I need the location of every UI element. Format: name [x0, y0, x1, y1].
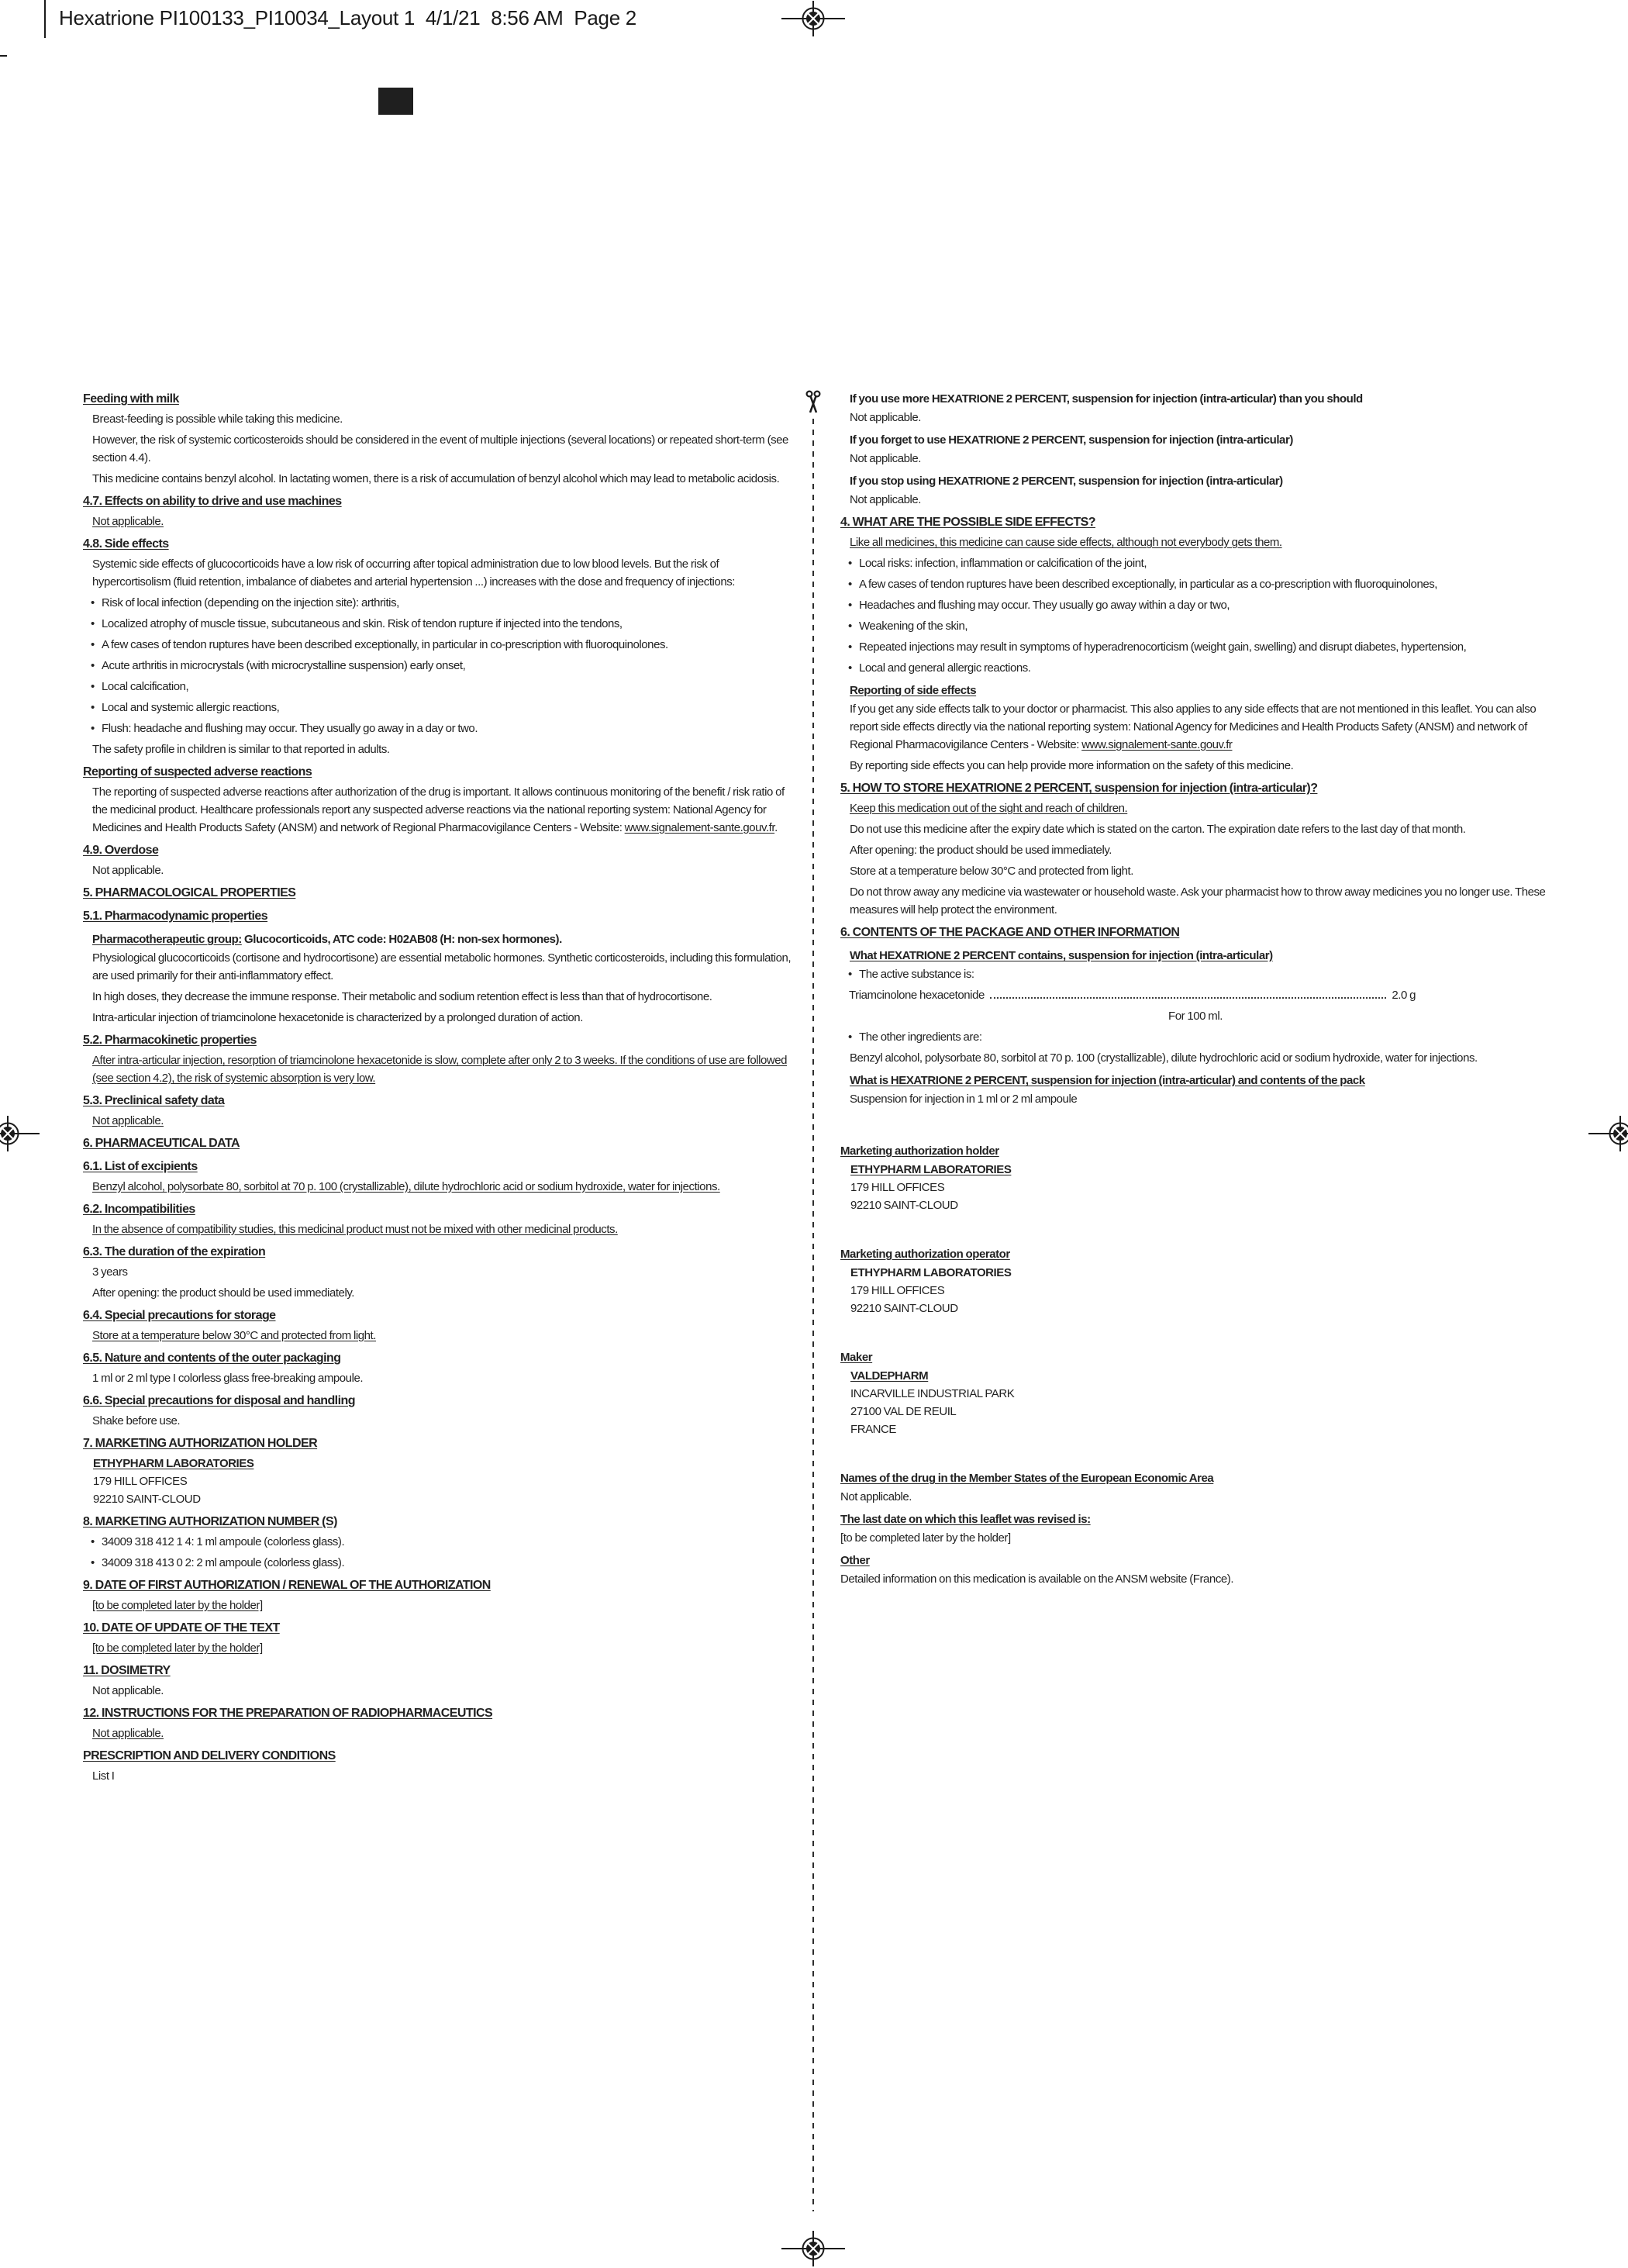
bullet-item: [840, 617, 1550, 635]
address-line: [83, 1490, 793, 1508]
spacer: [840, 1214, 1550, 1241]
text-run: A few cases of tendon ruptures have been described exceptionally, in particular in co-prescription with fluoroquinolones.: [102, 638, 668, 651]
paragraph: [840, 757, 1550, 775]
text-run: Intra-articular injection of triamcinolone hexacetonide is characterized by a prolonged duration of action.: [92, 1011, 583, 1024]
text-run: Do not use this medicine after the expiry date which is stated on the carton. The expiration date refers to the last day of that month.: [850, 823, 1466, 836]
text-run: 179 HILL OFFICES: [850, 1284, 945, 1297]
text-run: For 100 ml.: [1168, 1010, 1223, 1023]
paragraph: [83, 949, 793, 985]
sub-heading: [840, 1510, 1550, 1528]
text-run: 11. DOSIMETRY: [83, 1664, 171, 1677]
text-run: The other ingredients are:: [859, 1030, 982, 1044]
leaflet-column-right: [840, 390, 1550, 1591]
text-run: 4.7. Effects on ability to drive and use machines: [83, 495, 342, 508]
text-run: 5. PHARMACOLOGICAL PROPERTIES: [83, 886, 296, 899]
paragraph: [840, 1049, 1550, 1067]
text-run: 4. WHAT ARE THE POSSIBLE SIDE EFFECTS?: [840, 516, 1096, 529]
sub-heading: [840, 1348, 1550, 1366]
address-line: [840, 1300, 1550, 1317]
section-heading: [83, 1662, 793, 1680]
registration-mark-left: [0, 1096, 45, 1171]
text-run: 12. INSTRUCTIONS FOR THE PREPARATION OF RADIOPHARMACEUTICS: [83, 1707, 493, 1720]
text-run: A few cases of tendon ruptures have been described exceptionally, in particular as a co-prescription with fluoroquinolones,: [859, 578, 1438, 591]
text-run: [to be completed later by the holder]: [92, 1599, 263, 1612]
sub-heading: [840, 1469, 1550, 1487]
section-heading: [83, 1158, 793, 1176]
cut-line: [812, 419, 814, 2211]
paragraph: [840, 883, 1550, 919]
sub-heading: [840, 1245, 1550, 1263]
dosage-basis-line: [840, 1007, 1550, 1025]
section-heading: [840, 923, 1550, 942]
text-run: [to be completed later by the holder]: [840, 1531, 1011, 1545]
text-run: Acute arthritis in microcrystals (with microcrystalline suspension) early onset,: [102, 659, 466, 672]
address-line: [840, 1282, 1550, 1300]
paragraph: [83, 1178, 793, 1196]
text-run: Not applicable.: [850, 493, 921, 506]
text-run: Local and general allergic reactions.: [859, 661, 1031, 675]
paragraph: [840, 862, 1550, 880]
paragraph: [840, 409, 1550, 426]
text-run: The reporting of suspected adverse reactions after authorization of the drug is important. It allows continuous monitoring of the benefit / risk ratio of the medicinal product. Healthcare professionals report any suspected adverse reactions via the national reporting system: National Agency for Medicines and Health Products Safety (ANSM) and network of Regional Pharmacovigilance Centers - Website:: [92, 785, 785, 834]
text-run: ETHYPHARM LABORATORIES: [850, 1266, 1012, 1279]
bullet-item: [83, 615, 793, 633]
paragraph: [83, 1639, 793, 1657]
section-heading: [83, 1349, 793, 1368]
text-run: 6.6. Special precautions for disposal and handling: [83, 1394, 355, 1407]
text-run: Marketing authorization holder: [840, 1144, 999, 1158]
paragraph: [840, 799, 1550, 817]
text-run: Repeated injections may result in symptoms of hyperadrenocorticism (weight gain, swelling) and disrupt diabetes, hypertension,: [859, 640, 1467, 654]
paragraph: [83, 1767, 793, 1785]
section-heading: [83, 841, 793, 860]
address-line: [83, 1455, 793, 1472]
text-run: 27100 VAL DE REUIL: [850, 1405, 957, 1418]
text-run: If you forget to use HEXATRIONE 2 PERCENT, suspension for injection (intra-articular): [850, 433, 1293, 447]
text-run: Headaches and flushing may occur. They usually go away within a day or two,: [859, 599, 1230, 612]
section-heading: [83, 1392, 793, 1410]
paragraph: [840, 841, 1550, 859]
sub-heading: [83, 930, 793, 948]
scissors-icon: [803, 389, 823, 416]
bullet-item: [83, 720, 793, 737]
paragraph: [840, 1090, 1550, 1108]
sub-heading: [840, 682, 1550, 699]
section-heading: [83, 1307, 793, 1325]
address-line: [840, 1385, 1550, 1403]
paragraph: [83, 1682, 793, 1700]
paragraph: [83, 1284, 793, 1302]
bullet-item: [840, 596, 1550, 614]
address-line: [840, 1367, 1550, 1385]
paragraph: [83, 555, 793, 591]
text-run: Localized atrophy of muscle tissue, subcutaneous and skin. Risk of tendon rupture if injected into the tendons,: [102, 617, 623, 630]
text-run: ETHYPHARM LABORATORIES: [93, 1457, 254, 1470]
text-run: Not applicable.: [92, 1114, 164, 1127]
text-run: Local and systemic allergic reactions,: [102, 701, 280, 714]
text-run: After opening: the product should be used immediately.: [850, 844, 1112, 857]
text-run: The active substance is:: [859, 968, 974, 981]
bullet-item: [840, 554, 1550, 572]
text-run: Not applicable.: [840, 1490, 912, 1503]
text-run: If you get any side effects talk to your doctor or pharmacist. This also applies to any side effects that are not mentioned in this leaflet. You can also report side effects directly via the national reporting system: National Agency for Medicines and Health Products Safety (ANSM) and network of Regional Pharmacovigilance Centers - Website:: [850, 702, 1537, 751]
text-run: Physiological glucocorticoids (cortisone and hydrocortisone) are essential metabolic hormones. Synthetic corticosteroids, including this formulation, are used primarily for their anti-inflammatory effect.: [92, 951, 792, 982]
paragraph: [840, 533, 1550, 551]
registration-mark-right: [1583, 1096, 1628, 1171]
section-heading: [840, 779, 1550, 798]
section-heading: [83, 390, 793, 409]
paragraph: [83, 470, 793, 488]
paragraph: [840, 1529, 1550, 1547]
text-run: 4.8. Side effects: [83, 537, 169, 551]
address-line: [840, 1196, 1550, 1214]
paragraph: [840, 700, 1550, 754]
text-run: The last date on which this leaflet was revised is:: [840, 1513, 1091, 1526]
text-run: List I: [92, 1769, 115, 1783]
section-heading: [840, 513, 1550, 532]
paragraph: [83, 783, 793, 837]
text-run: 6.3. The duration of the expiration: [83, 1245, 266, 1258]
url-text: www.signalement-sante.gouv.fr: [624, 821, 775, 834]
text-run: [to be completed later by the holder]: [92, 1641, 263, 1655]
text-run: 34009 318 412 1 4: 1 ml ampoule (colorless glass).: [102, 1535, 345, 1548]
dosage-row: [840, 986, 1416, 1004]
text-run: 92210 SAINT-CLOUD: [850, 1302, 958, 1315]
dosage-value: 2.0 g: [1392, 989, 1416, 1002]
paragraph: [83, 431, 793, 467]
text-run: 6.1. List of excipients: [83, 1160, 198, 1173]
text-run: .: [774, 821, 778, 834]
sub-heading: [840, 947, 1550, 965]
section-heading: [83, 1619, 793, 1638]
text-run: Glucocorticoids, ATC code: H02AB08 (H: non-sex hormones).: [241, 933, 562, 946]
text-run: INCARVILLE INDUSTRIAL PARK: [850, 1387, 1015, 1400]
text-run: PRESCRIPTION AND DELIVERY CONDITIONS: [83, 1749, 336, 1762]
text-run: Detailed information on this medication is available on the ANSM website (France).: [840, 1572, 1234, 1586]
paragraph: [83, 1412, 793, 1430]
text-run: 6.2. Incompatibilities: [83, 1203, 195, 1216]
text-run: Breast-feeding is possible while taking this medicine.: [92, 413, 343, 426]
text-run: Reporting of suspected adverse reactions: [83, 765, 312, 778]
paragraph: [83, 988, 793, 1006]
paragraph: [83, 1597, 793, 1614]
text-run: Suspension for injection in 1 ml or 2 ml ampoule: [850, 1093, 1078, 1106]
spacer: [840, 1438, 1550, 1465]
sub-heading: [840, 472, 1550, 490]
paragraph: [83, 1369, 793, 1387]
bullet-item: [83, 657, 793, 675]
text-run: Store at a temperature below 30°C and protected from light.: [850, 865, 1133, 878]
section-heading: [83, 1434, 793, 1453]
bullet-item: [83, 1554, 793, 1572]
crop-mark-left-tick: [0, 55, 7, 57]
substance-name: Triamcinolone hexacetonide: [849, 989, 985, 1002]
section-heading: [83, 907, 793, 926]
sub-heading: [840, 1072, 1550, 1089]
text-run: Local calcification,: [102, 680, 189, 693]
section-heading: [83, 1747, 793, 1766]
bullet-item: [83, 594, 793, 612]
text-run: 9. DATE OF FIRST AUTHORIZATION / RENEWAL OF THE AUTHORIZATION: [83, 1579, 491, 1592]
text-run: What is HEXATRIONE 2 PERCENT, suspension for injection (intra-articular) and contents of the pack: [850, 1074, 1365, 1087]
section-heading: [83, 1200, 793, 1219]
text-run: Systemic side effects of glucocorticoids have a low risk of occurring after topical administration due to low blood levels. But the risk of hypercortisolism (fluid retention, imbalance of diabetes and arterial hypertension ...) increases with the dose and frequency of injections:: [92, 558, 735, 589]
paragraph: [83, 1724, 793, 1742]
text-run: 34009 318 413 0 2: 2 ml ampoule (colorless glass).: [102, 1556, 345, 1569]
text-run: Other: [840, 1554, 870, 1567]
text-run: In the absence of compatibility studies, this medicinal product must not be mixed with other medicinal products.: [92, 1223, 618, 1236]
text-run: Not applicable.: [92, 1684, 164, 1697]
paragraph: [83, 1112, 793, 1130]
bullet-item: [83, 678, 793, 696]
section-heading: [83, 1704, 793, 1723]
text-run: Pharmacotherapeutic group:: [92, 933, 242, 946]
paragraph: [840, 491, 1550, 509]
paragraph: [840, 820, 1550, 838]
text-run: 92210 SAINT-CLOUD: [850, 1199, 958, 1212]
text-run: Not applicable.: [92, 515, 164, 528]
text-run: 179 HILL OFFICES: [850, 1181, 945, 1194]
text-run: 6.5. Nature and contents of the outer packaging: [83, 1351, 341, 1365]
text-run: VALDEPHARM: [850, 1369, 929, 1383]
paragraph: [83, 513, 793, 530]
bullet-item: [840, 638, 1550, 656]
text-run: If you stop using HEXATRIONE 2 PERCENT, suspension for injection (intra-articular): [850, 475, 1283, 488]
leaflet-column-left: [83, 390, 793, 1788]
sub-heading: [840, 431, 1550, 449]
text-run: Risk of local infection (depending on the injection site): arthritis,: [102, 596, 399, 609]
text-run: 1 ml or 2 ml type I colorless glass free-breaking ampoule.: [92, 1372, 364, 1385]
paragraph: [840, 1570, 1550, 1588]
paragraph: [83, 1327, 793, 1345]
text-run: After opening: the product should be used immediately.: [92, 1286, 354, 1300]
text-run: 92210 SAINT-CLOUD: [93, 1493, 201, 1506]
text-run: 8. MARKETING AUTHORIZATION NUMBER (S): [83, 1515, 337, 1528]
paragraph: [840, 450, 1550, 468]
text-run: Benzyl alcohol, polysorbate 80, sorbitol at 70 p. 100 (crystallizable), dilute hydrochloric acid or sodium hydroxide, water for injections.: [92, 1180, 720, 1193]
section-heading: [83, 763, 793, 782]
section-heading: [83, 1513, 793, 1531]
text-run: Reporting of side effects: [850, 684, 977, 697]
text-run: 6.4. Special precautions for storage: [83, 1309, 276, 1322]
text-run: Names of the drug in the Member States of the European Economic Area: [840, 1472, 1214, 1485]
address-line: [840, 1403, 1550, 1421]
text-run: Weakening of the skin,: [859, 620, 968, 633]
text-run: Not applicable.: [92, 864, 164, 877]
paragraph: [83, 1220, 793, 1238]
paragraph: [83, 740, 793, 758]
bullet-item: [840, 659, 1550, 677]
text-run: If you use more HEXATRIONE 2 PERCENT, suspension for injection (intra-articular) than you should: [850, 392, 1363, 406]
bullet-item: [840, 575, 1550, 593]
spacer: [840, 1317, 1550, 1344]
paragraph: [840, 1488, 1550, 1506]
sub-heading: [840, 1142, 1550, 1160]
text-run: Flush: headache and flushing may occur. They usually go away in a day or two.: [102, 722, 478, 735]
address-line: [840, 1179, 1550, 1196]
registration-mark-bottom: [776, 2211, 850, 2268]
text-run: Do not throw away any medicine via wastewater or household waste. Ask your pharmacist how to throw away medicines you no longer use. These measures will help protect the environment.: [850, 885, 1546, 917]
spacer: [840, 1111, 1550, 1137]
text-run: 6. PHARMACEUTICAL DATA: [83, 1137, 240, 1150]
text-run: Store at a temperature below 30°C and protected from light.: [92, 1329, 376, 1342]
text-run: 4.9. Overdose: [83, 844, 159, 857]
text-run: The safety profile in children is similar to that reported in adults.: [92, 743, 390, 756]
text-run: Marketing authorization operator: [840, 1248, 1010, 1261]
text-run: Maker: [840, 1351, 873, 1364]
section-heading: [83, 1031, 793, 1050]
section-heading: [83, 492, 793, 511]
paragraph: [83, 1263, 793, 1281]
text-run: Not applicable.: [850, 411, 921, 424]
bullet-item: [83, 636, 793, 654]
paragraph: [83, 410, 793, 428]
text-run: After intra-articular injection, resorption of triamcinolone hexacetonide is slow, complete after only 2 to 3 weeks. If the conditions of use are followed (see section 4.2), the risk of systemic absorption is very low.: [92, 1054, 788, 1085]
address-line: [83, 1472, 793, 1490]
section-heading: [83, 1243, 793, 1262]
text-run: Like all medicines, this medicine can cause side effects, although not everybody gets them.: [850, 536, 1282, 549]
url-text: www.signalement-sante.gouv.fr: [1081, 738, 1233, 751]
text-run: FRANCE: [850, 1423, 896, 1436]
text-run: Benzyl alcohol, polysorbate 80, sorbitol at 70 p. 100 (crystallizable), dilute hydrochloric acid or sodium hydroxide, water for injections.: [850, 1051, 1478, 1065]
text-run: 7. MARKETING AUTHORIZATION HOLDER: [83, 1437, 318, 1450]
print-calibration-box: [378, 88, 413, 115]
text-run: Keep this medication out of the sight and reach of children.: [850, 802, 1128, 815]
text-run: Not applicable.: [850, 452, 921, 465]
crop-mark-vertical: [44, 0, 46, 38]
text-run: By reporting side effects you can help provide more information on the safety of this medicine.: [850, 759, 1294, 772]
text-run: 3 years: [92, 1265, 128, 1279]
bullet-item: [83, 1533, 793, 1551]
text-run: 6. CONTENTS OF THE PACKAGE AND OTHER INFORMATION: [840, 926, 1180, 939]
dotted-leader: [990, 987, 1387, 999]
text-run: Shake before use.: [92, 1414, 181, 1427]
text-run: Not applicable.: [92, 1727, 164, 1740]
text-run: Local risks: infection, inflammation or calcification of the joint,: [859, 557, 1147, 570]
text-run: 5. HOW TO STORE HEXATRIONE 2 PERCENT, suspension for injection (intra-articular)?: [840, 782, 1318, 795]
text-run: 5.2. Pharmacokinetic properties: [83, 1034, 257, 1047]
sub-heading: [840, 1552, 1550, 1569]
section-heading: [83, 1092, 793, 1110]
text-run: 5.1. Pharmacodynamic properties: [83, 910, 268, 923]
bullet-item: [840, 1028, 1550, 1046]
paragraph: [83, 1009, 793, 1027]
address-line: [840, 1264, 1550, 1282]
address-line: [840, 1421, 1550, 1438]
paragraph: [83, 861, 793, 879]
registration-mark-top: [776, 0, 850, 56]
text-run: 179 HILL OFFICES: [93, 1475, 188, 1488]
section-heading: [83, 1576, 793, 1595]
section-heading: [83, 1134, 793, 1153]
section-heading: [83, 884, 793, 903]
text-run: This medicine contains benzyl alcohol. In lactating women, there is a risk of accumulation of benzyl alcohol which may lead to metabolic acidosis.: [92, 472, 780, 485]
text-run: ETHYPHARM LABORATORIES: [850, 1163, 1012, 1176]
bullet-item: [840, 965, 1550, 983]
text-run: In high doses, they decrease the immune response. Their metabolic and sodium retention effect is less than that of hydrocortisone.: [92, 990, 712, 1003]
section-heading: [83, 535, 793, 554]
text-run: What HEXATRIONE 2 PERCENT contains, suspension for injection (intra-articular): [850, 949, 1273, 962]
text-run: 5.3. Preclinical safety data: [83, 1094, 225, 1107]
address-line: [840, 1161, 1550, 1179]
sub-heading: [840, 390, 1550, 408]
text-run: Feeding with milk: [83, 392, 179, 406]
text-run: 10. DATE OF UPDATE OF THE TEXT: [83, 1621, 280, 1635]
paragraph: [83, 1051, 793, 1087]
text-run: However, the risk of systemic corticosteroids should be considered in the event of multiple injections (several locations) or repeated short-term (see section 4.4).: [92, 433, 788, 464]
bullet-item: [83, 699, 793, 716]
document-title: Hexatrione PI100133_PI10034_Layout 1 4/1/21 8:56 AM Page 2: [59, 6, 636, 29]
